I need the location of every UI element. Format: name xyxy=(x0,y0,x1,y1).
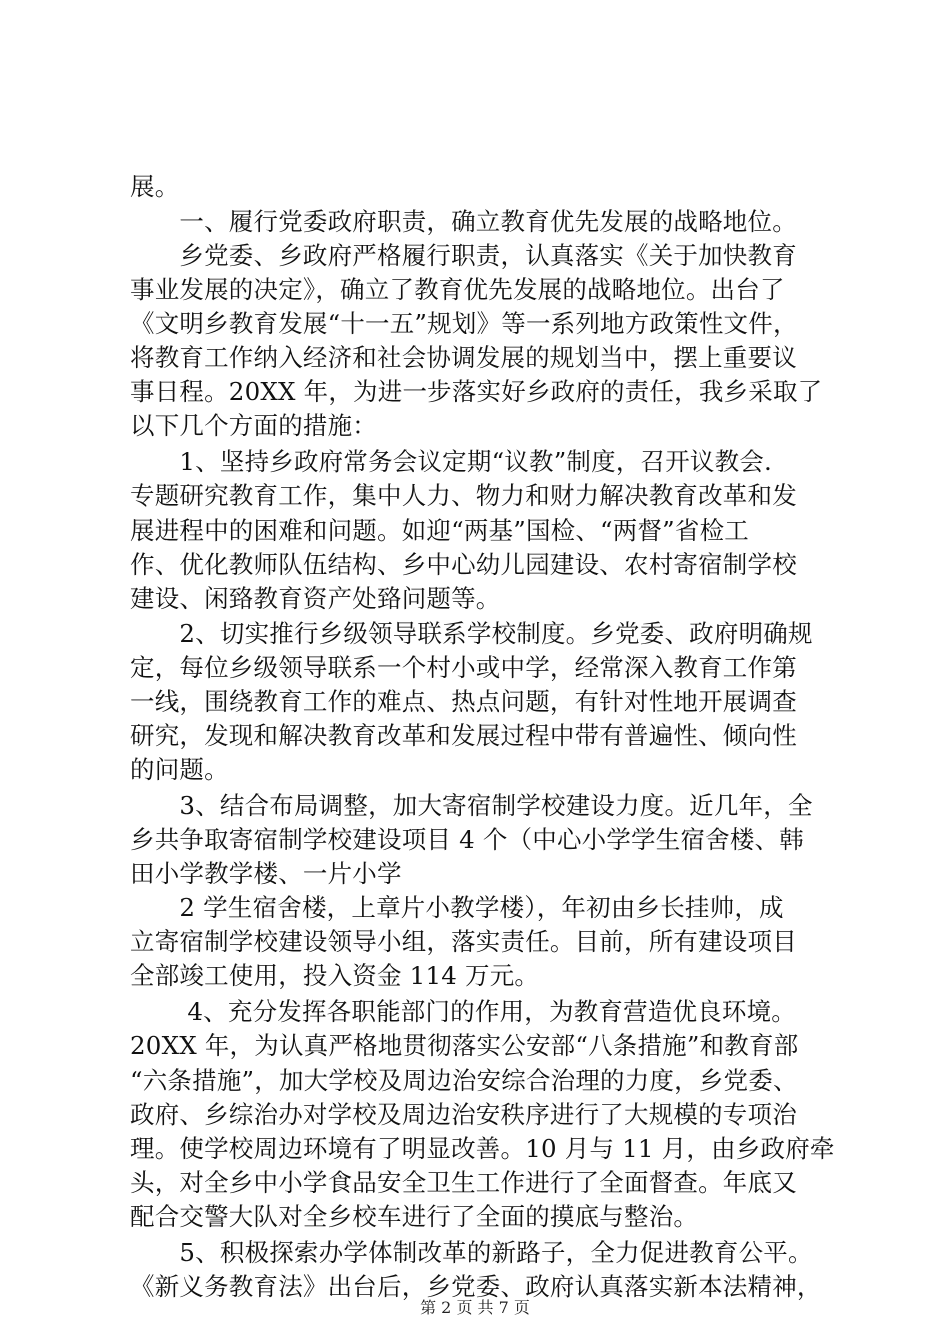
text-line: 政府、乡综治办对学校及周边治安秩序进行了大规模的专项治 xyxy=(130,1100,797,1129)
text-line: 展。 xyxy=(130,172,180,201)
text-line: 头，对全乡中小学食品安全卫生工作进行了全面督查。年底又 xyxy=(130,1168,797,1197)
text-line: 理。使学校周边环境有了明显改善。10 月与 11 月，由乡政府牵 xyxy=(130,1134,835,1163)
text-line: 建设、闲臵教育资产处臵问题等。 xyxy=(130,584,501,613)
text-line: 乡共争取寄宿制学校建设项目 4 个（中心小学学生宿舍楼、韩 xyxy=(130,825,804,854)
text-line: 配合交警大队对全乡校车进行了全面的摸底与整治。 xyxy=(130,1202,699,1231)
text-line: 2 学生宿舍楼，上章片小教学楼），年初由乡长挂帅，成 xyxy=(130,893,784,922)
text-line: 事业发展的决定》，确立了教育优先发展的战略地位。出台了 xyxy=(130,275,785,304)
text-line: 专题研究教育工作，集中人力、物力和财力解决教育改革和发 xyxy=(130,481,797,510)
text-line: 全部竣工使用，投入资金 114 万元。 xyxy=(130,961,540,990)
text-line: 立寄宿制学校建设领导小组，落实责任。目前，所有建设项目 xyxy=(130,927,797,956)
text-line: 2、切实推行乡级领导联系学校制度。乡党委、政府明确规 xyxy=(130,619,813,648)
text-line: 《新义务教育法》出台后，乡党委、政府认真落实新本法精神， xyxy=(130,1272,822,1301)
text-line: 将教育工作纳入经济和社会协调发展的规划当中，摆上重要议 xyxy=(130,343,797,372)
text-line: 乡党委、乡政府严格履行职责，认真落实《关于加快教育 xyxy=(130,241,797,270)
text-line: 以下几个方面的措施： xyxy=(130,411,377,440)
text-line: 事日程。20XX 年，为进一步落实好乡政府的责任，我乡采取了 xyxy=(130,377,823,406)
text-line: 20XX 年，为认真严格地贯彻落实公安部“八条措施”和教育部 xyxy=(130,1031,799,1060)
text-line: 一、履行党委政府职责，确立教育优先发展的战略地位。 xyxy=(130,207,797,236)
text-line: 定，每位乡级领导联系一个村小或中学，经常深入教育工作第 xyxy=(130,653,797,682)
text-line: 展进程中的困难和问题。如迎“两基”国检、“两督”省检工 xyxy=(130,516,749,545)
text-line: 3、结合布局调整，加大寄宿制学校建设力度。近几年，全 xyxy=(130,791,813,820)
text-line: 4、充分发挥各职能部门的作用，为教育营造优良环境。 xyxy=(130,997,796,1026)
text-line: 研究，发现和解决教育改革和发展过程中带有普遍性、倾向性 xyxy=(130,721,797,750)
text-line: 一线，围绕教育工作的难点、热点问题，有针对性地开展调查 xyxy=(130,687,797,716)
page-footer: 第 2 页 共 7 页 xyxy=(420,1298,530,1317)
text-line: 田小学教学楼、一片小学 xyxy=(130,859,402,888)
text-line: 5、积极探索办学体制改革的新路子，全力促进教育公平。 xyxy=(130,1238,813,1267)
text-line: 《文明乡教育发展“十一五”规划》等一系列地方政策性文件， xyxy=(130,309,798,338)
text-line: 1、坚持乡政府常务会议定期“议教”制度，召开议教会. xyxy=(130,447,773,476)
text-line: 的问题。 xyxy=(130,755,229,784)
text-line: 作、优化教师队伍结构、乡中心幼儿园建设、农村寄宿制学校 xyxy=(130,550,797,579)
text-line: “六条措施”，加大学校及周边治安综合治理的力度，乡党委、 xyxy=(130,1066,798,1095)
